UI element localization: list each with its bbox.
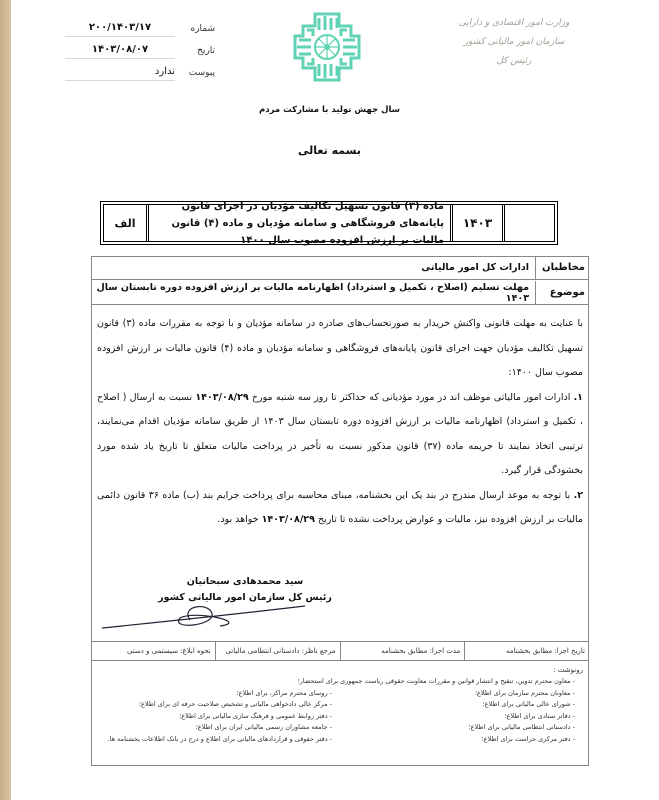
supervising-authority: مرجع ناظر: دادستانی انتظامی مالیاتی — [215, 642, 340, 660]
cc-item: - معاونان محترم سازمان برای اطلاع؛ — [474, 688, 575, 697]
recipients-label: مخاطبان — [535, 256, 589, 279]
signer-name: سید محمدهادی سبحانیان — [186, 576, 304, 587]
tax-organization-emblem-icon — [291, 10, 363, 84]
cc-item: - جامعه مشاوران رسمی مالیاتی ایران برای اطلاع؛ — [195, 723, 332, 731]
cc-list — [97, 666, 583, 745]
recipients-row — [91, 256, 589, 280]
item-2-deadline: ۱۴۰۳/۰۸/۲۹ — [261, 514, 315, 525]
code-year: ۱۴۰۳ — [450, 205, 502, 241]
subject-row — [91, 281, 589, 305]
ministry-line: سازمان امور مالیاتی کشور — [463, 37, 565, 47]
signature-scribble-icon — [100, 600, 310, 632]
item-2 — [97, 484, 583, 533]
item-1-text-a: ادارات امور مالیاتی موظف اند در مورد مؤدیانی که حداکثر تا روز سه شنبه مورخ — [248, 391, 574, 403]
cc-item: - دفتر روابط عمومی و فرهنگ سازی مالیاتی برای اطلاع؛ — [179, 711, 332, 720]
item-1-number: ۱. — [573, 391, 583, 403]
subject-value: مهلت تسلیم (اصلاح ، تکمیل و استرداد) اظهارنامه مالیات بر ارزش افزوده دوره تابستان سال ۱۴۰۳ — [96, 281, 529, 304]
item-1-deadline: ۱۴۰۳/۰۸/۲۹ — [195, 391, 249, 403]
scan-edge — [0, 0, 11, 800]
notification-method: نحوه ابلاغ: سیستمی و دستی — [126, 647, 211, 655]
item-2-number: ۲. — [573, 489, 583, 501]
item-2-text-b: خواهد بود. — [217, 514, 262, 525]
item-1-text-b: نسبت به ارسال ( اصلاح ، تکمیل و استرداد) اظهارنامه مالیات بر ارزش افزوده دوره تابستان سال ۱۴۰۳ از طریق سامانه مؤدیان اقدام می‌نمایند، ترتیبی اتخاذ نمایند تا جریمه ماده (۳۷) قانون مذکور نسبت به تأخیر در پرداخت مالیات متعلق تا تاریخ یاد شده مورد بخشودگی قرار گیرد. — [97, 391, 584, 476]
ministry-line: وزارت امور اقتصادی و دارایی — [458, 18, 570, 28]
execution-date: تاریخ اجرا: مطابق بخشنامه — [464, 642, 589, 660]
execution-info-table — [91, 641, 589, 661]
cc-item: - دادستانی انتظامی مالیاتی برای اطلاع؛ — [468, 723, 575, 731]
cc-item: - دفاتر ستادی برای اطلاع؛ — [504, 711, 575, 720]
date-label: تاریخ — [197, 46, 215, 56]
letter-body — [97, 312, 583, 533]
cc-item: - روسای محترم مراکز، برای اطلاع؛ — [236, 688, 332, 697]
circular-code-box — [100, 201, 558, 245]
cc-item: - معاون محترم تدوین، تنقیح و انتشار قوانین و مقررات معاونت حقوقی ریاست جمهوری برای استحضار؛ — [297, 677, 575, 685]
signer-title: رئیس کل سازمان امور مالیاتی کشور — [158, 592, 332, 603]
basmala-heading: بسمه تعالی — [298, 144, 361, 157]
code-empty-cell — [502, 205, 554, 241]
cc-item: - مرکز عالی دادخواهی مالیاتی و تشخیص صلاحیت حرفه ای برای اطلاع؛ — [138, 700, 332, 708]
letter-meta — [65, 18, 215, 84]
recipients-value: ادارات کل امور مالیاتی — [421, 262, 529, 273]
subject-label: موضوع — [535, 281, 589, 304]
ministry-header — [439, 14, 589, 71]
cc-title: رونوشت : — [553, 666, 583, 674]
attachment-label: پیوست — [188, 68, 215, 78]
year-slogan: سال جهش تولید با مشارکت مردم — [258, 105, 401, 115]
cc-item: - دفتر مرکزی حراست برای اطلاع؛ — [481, 734, 575, 743]
ministry-line: رئیس کل — [496, 56, 532, 66]
attachment-value: ندارد — [65, 66, 175, 81]
item-1 — [97, 386, 583, 484]
letter-number: ۲۰۰/۱۴۰۳/۱۷ — [65, 22, 175, 37]
code-series: الف — [114, 216, 136, 230]
letter-date: ۱۴۰۳/۰۸/۰۷ — [65, 44, 175, 59]
item-2-text-a: با توجه به موعد ارسال مندرج در بند یک این بخشنامه، مبنای محاسبه برای پرداخت جرایم بند (ب) ماده ۳۶ قانون دائمی مالیات بر ارزش افزوده نیز، مالیات و عوارض پرداخت نشده تا تاریخ — [97, 489, 583, 525]
cc-item: - دفتر حقوقی و قراردادهای مالیاتی برای اطلاع و درج در بانک اطلاعات بخشنامه ها. — [107, 734, 332, 743]
execution-duration: مدت اجرا: مطابق بخشنامه — [340, 642, 465, 660]
code-title: ماده (۳) قانون تسهیل تکالیف مؤدیان در اجرای قانون پایانه‌های فروشگاهی و سامانه مؤدیان و ماده (۴) قانون مالیات بر ارزش افزوده مصوب سال ۱۴۰۰ — [146, 205, 450, 241]
number-label: شماره — [190, 24, 215, 34]
intro-paragraph: با عنایت به مهلت قانونی واکنش خریدار به صورتحساب‌های صادره در سامانه مؤدیان و با توجه به مقررات ماده (۳) قانون تسهیل تکالیف مؤدیان جهت اجرای قانون پایانه‌های فروشگاهی و سامانه مؤدیان و ماده (۴) قانون مالیات بر ارزش افزوده مصوب سال ۱۴۰۰: — [97, 318, 583, 378]
cc-item: - شورای عالی مالیاتی برای اطلاع؛ — [482, 700, 575, 708]
